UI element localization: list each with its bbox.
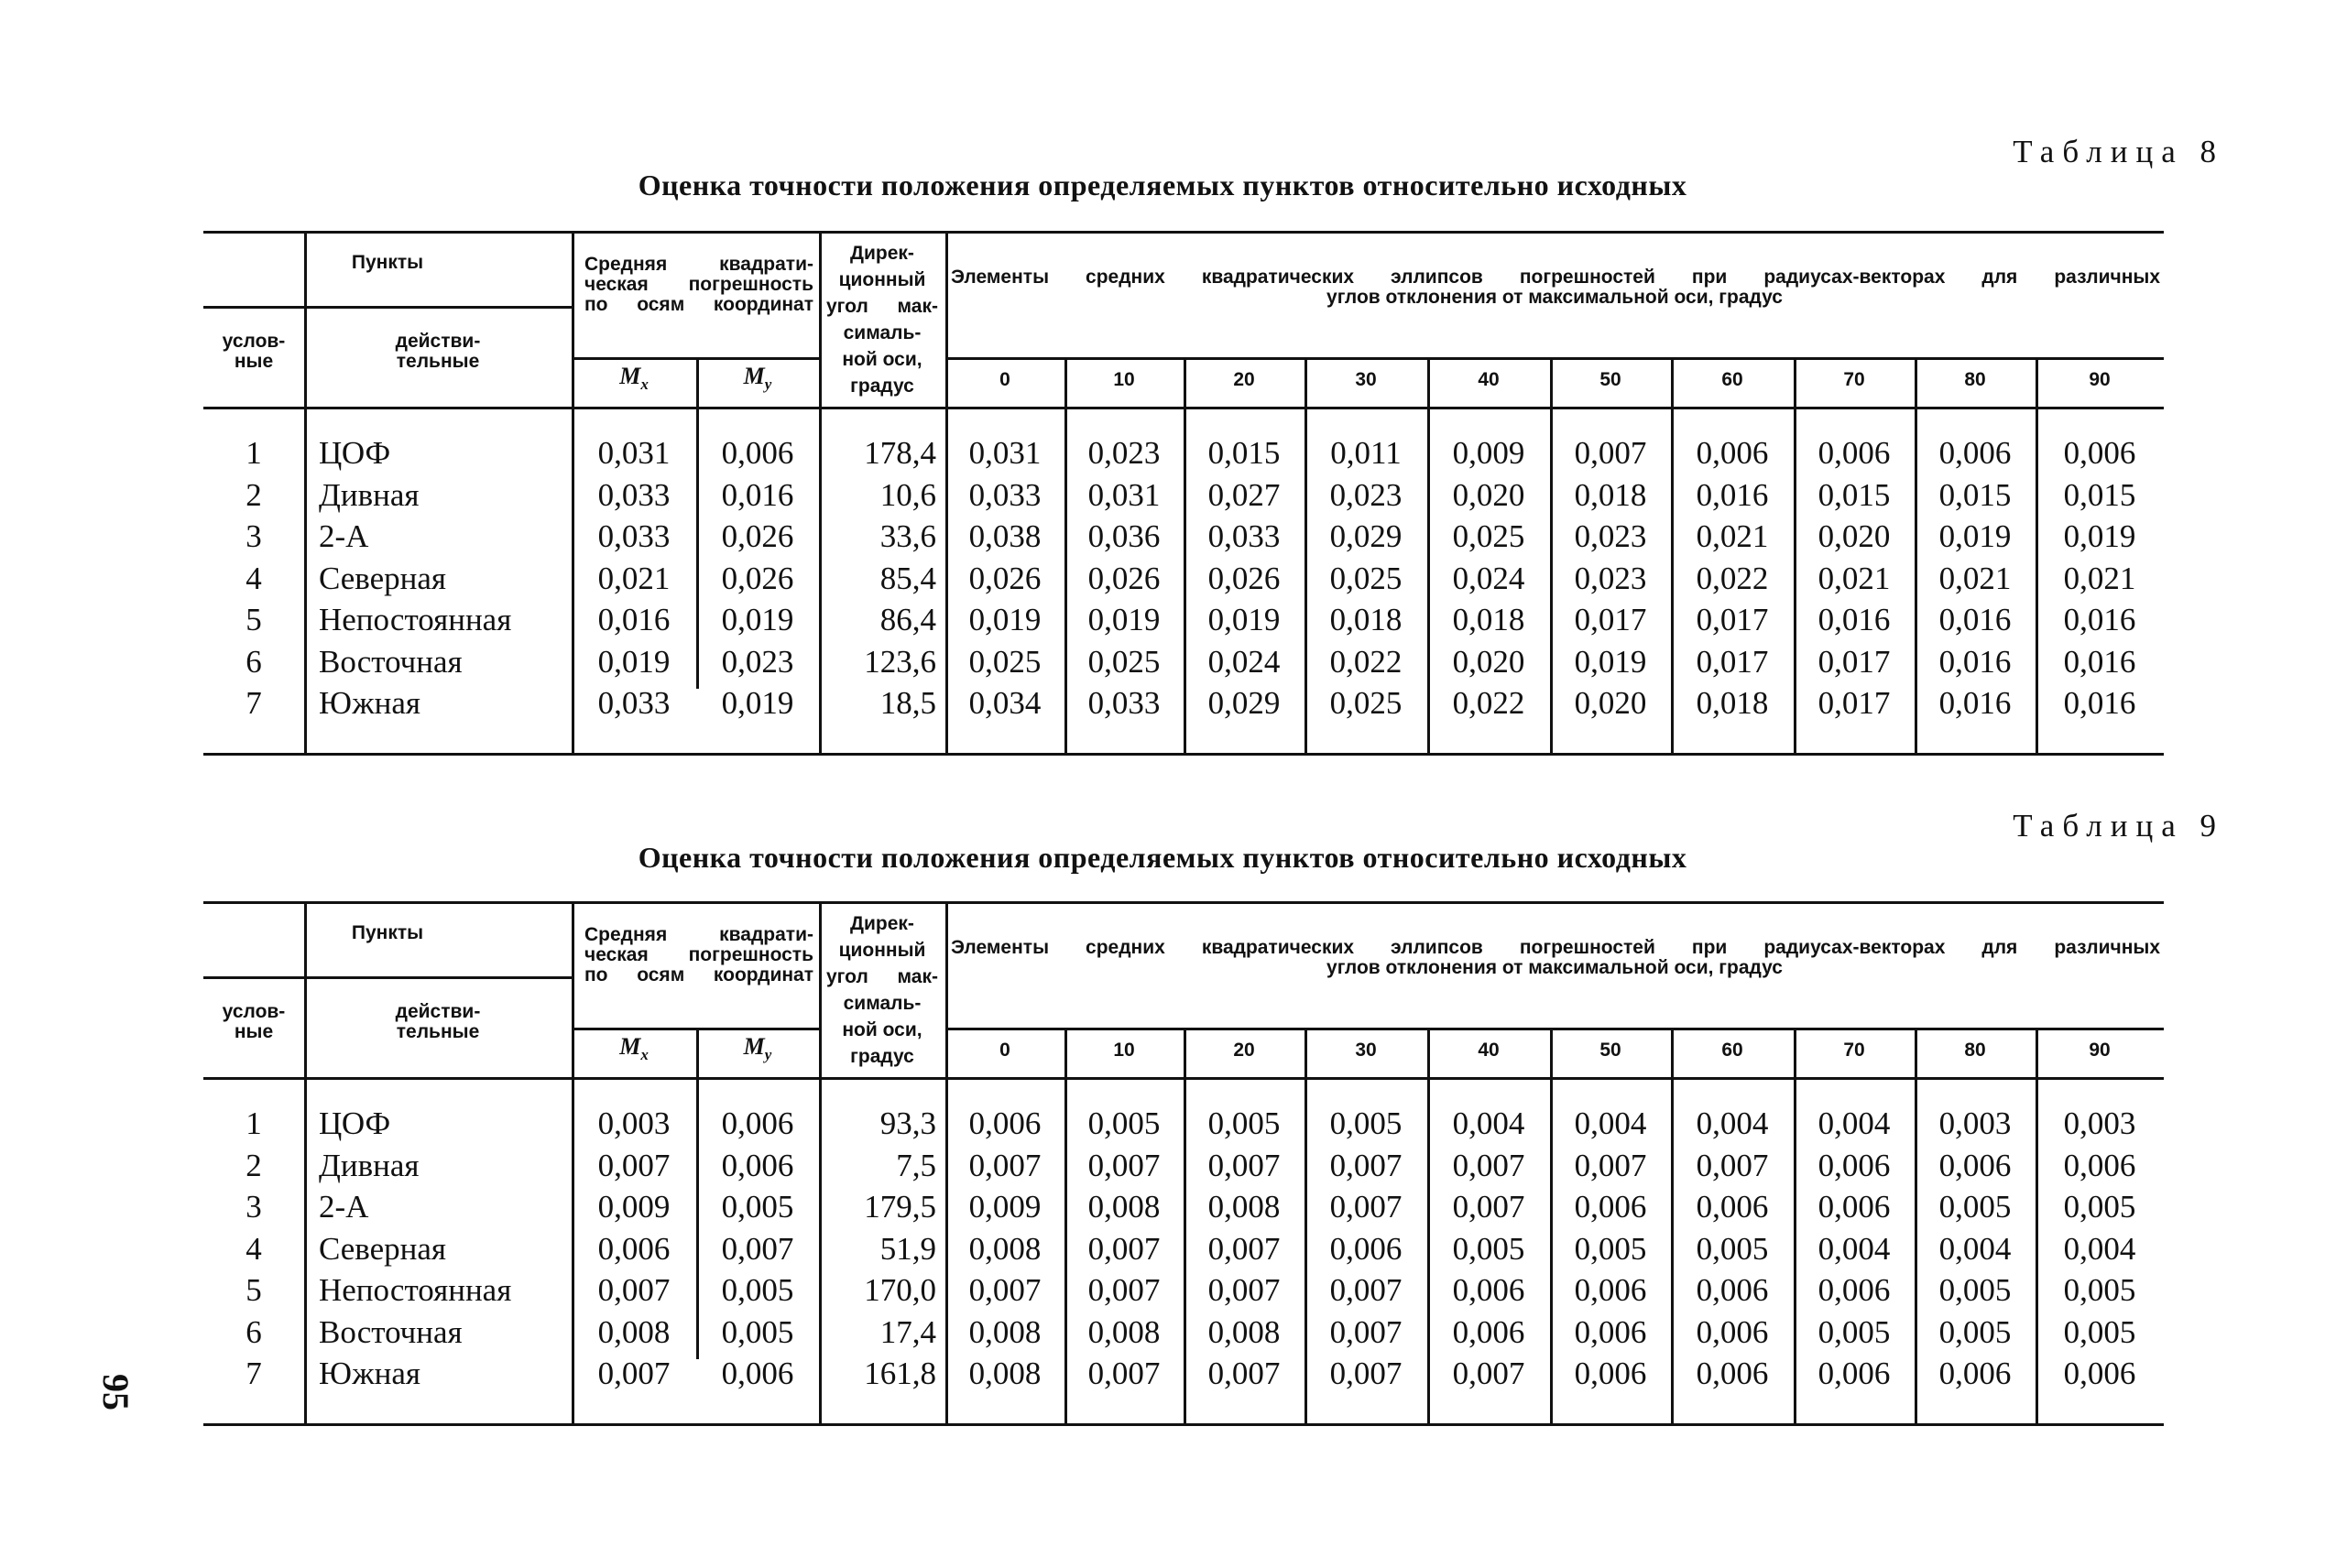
header-my-subscript: y bbox=[764, 376, 772, 394]
row-number: 7 bbox=[246, 1356, 262, 1391]
header-direction-angle-6: градус bbox=[850, 1046, 914, 1067]
direction-angle: 179,5 bbox=[864, 1189, 936, 1225]
page-number: 95 bbox=[95, 1374, 136, 1410]
ellipse-value: 0,033 bbox=[1207, 518, 1281, 554]
ellipse-value: 0,020 bbox=[1574, 685, 1647, 721]
ellipse-value: 0,007 bbox=[1329, 1189, 1403, 1225]
ellipse-value: 0,038 bbox=[968, 518, 1042, 554]
ellipse-value: 0,023 bbox=[1574, 518, 1647, 554]
header-mx-letter: M bbox=[619, 1033, 641, 1060]
header-my bbox=[696, 363, 819, 395]
ellipse-value: 0,025 bbox=[1329, 685, 1403, 721]
mx-value: 0,016 bbox=[597, 602, 671, 637]
ellipse-value: 0,026 bbox=[1207, 560, 1281, 596]
header-angle-60: 60 bbox=[1721, 369, 1743, 390]
my-value: 0,006 bbox=[721, 435, 794, 471]
table-rule bbox=[203, 753, 2164, 756]
header-mx-subscript: x bbox=[640, 1046, 649, 1064]
ellipse-value: 0,019 bbox=[1087, 602, 1161, 637]
table-rule bbox=[203, 901, 2164, 904]
row-number: 4 bbox=[246, 1230, 262, 1267]
ellipse-value: 0,018 bbox=[1452, 602, 1525, 637]
my-value: 0,007 bbox=[721, 1230, 794, 1267]
header-conditional-l2: ные bbox=[234, 351, 274, 372]
ellipse-value: 0,006 bbox=[2063, 1356, 2136, 1391]
header-angle-80: 80 bbox=[1964, 369, 1986, 390]
ellipse-value: 0,025 bbox=[1452, 518, 1525, 554]
header-mx-letter: M bbox=[619, 363, 641, 389]
ellipse-value: 0,021 bbox=[1938, 560, 2012, 596]
ellipse-value: 0,017 bbox=[1696, 602, 1769, 637]
point-name: Дивная bbox=[319, 1147, 420, 1183]
row-number: 6 bbox=[246, 643, 262, 680]
point-name: ЦОФ bbox=[319, 1105, 391, 1141]
ellipse-value: 0,006 bbox=[1574, 1189, 1647, 1225]
ellipse-value: 0,016 bbox=[1938, 602, 2012, 637]
my-value: 0,005 bbox=[721, 1272, 794, 1308]
ellipse-value: 0,022 bbox=[1696, 560, 1769, 596]
header-direction-angle-4: сималь- bbox=[843, 993, 922, 1014]
mx-value: 0,033 bbox=[597, 476, 671, 513]
ellipse-value: 0,016 bbox=[2063, 643, 2136, 680]
ellipse-value: 0,007 bbox=[1087, 1272, 1161, 1308]
ellipse-value: 0,006 bbox=[1938, 435, 2012, 471]
ellipse-value: 0,018 bbox=[1329, 602, 1403, 637]
ellipse-value: 0,005 bbox=[2063, 1313, 2136, 1350]
ellipse-value: 0,024 bbox=[1452, 560, 1525, 596]
header-direction-angle-1: Дирек- bbox=[850, 913, 914, 934]
ellipse-value: 0,029 bbox=[1207, 685, 1281, 721]
table-rule bbox=[572, 1028, 819, 1030]
header-direction-angle-5: ной оси, bbox=[842, 1019, 922, 1040]
mx-value: 0,007 bbox=[597, 1272, 671, 1308]
accuracy-table bbox=[203, 901, 2164, 1426]
header-actual-l1: действи- bbox=[395, 331, 481, 352]
ellipse-value: 0,020 bbox=[1452, 643, 1525, 680]
mx-value: 0,008 bbox=[597, 1313, 671, 1350]
header-direction-angle-2: ционный bbox=[838, 269, 926, 290]
header-rms-l1: Средняя квадрати- bbox=[584, 254, 813, 275]
ellipse-value: 0,006 bbox=[1696, 1313, 1769, 1350]
ellipse-value: 0,005 bbox=[1938, 1189, 2012, 1225]
ellipse-value: 0,017 bbox=[1817, 685, 1891, 721]
ellipse-value: 0,021 bbox=[2063, 560, 2136, 596]
table-rule bbox=[945, 357, 2164, 360]
ellipse-value: 0,016 bbox=[1938, 643, 2012, 680]
header-angle-30: 30 bbox=[1355, 369, 1377, 390]
point-name: 2-А bbox=[319, 518, 369, 554]
ellipse-value: 0,029 bbox=[1329, 518, 1403, 554]
ellipse-value: 0,019 bbox=[1938, 518, 2012, 554]
ellipse-value: 0,026 bbox=[1087, 560, 1161, 596]
ellipse-value: 0,003 bbox=[2063, 1105, 2136, 1141]
header-direction-angle-1: Дирек- bbox=[850, 243, 914, 264]
ellipse-value: 0,007 bbox=[1207, 1272, 1281, 1308]
header-rms-l3: по осям координат bbox=[584, 964, 813, 985]
direction-angle: 51,9 bbox=[879, 1230, 936, 1267]
ellipse-value: 0,007 bbox=[1574, 1147, 1647, 1183]
header-angle-0: 0 bbox=[999, 369, 1010, 390]
point-name: Дивная bbox=[319, 476, 420, 513]
direction-angle: 7,5 bbox=[896, 1147, 936, 1183]
ellipse-value: 0,007 bbox=[968, 1147, 1042, 1183]
ellipse-value: 0,007 bbox=[1452, 1189, 1525, 1225]
ellipse-value: 0,024 bbox=[1207, 643, 1281, 680]
header-ellipse-l1: Элементы средних квадратических эллипсов погрешностей при радиусах-векторах для различных bbox=[951, 267, 2160, 288]
header-conditional-l1: услов- bbox=[222, 1001, 286, 1022]
header-mx-subscript: x bbox=[640, 376, 649, 394]
ellipse-value: 0,006 bbox=[1817, 1356, 1891, 1391]
header-angle-90: 90 bbox=[2089, 1040, 2111, 1061]
mx-value: 0,021 bbox=[597, 560, 671, 596]
header-conditional-l1: услов- bbox=[222, 331, 286, 352]
ellipse-value: 0,034 bbox=[968, 685, 1042, 721]
header-direction-angle-3: угол мак- bbox=[826, 296, 938, 317]
header-angle-10: 10 bbox=[1113, 369, 1135, 390]
table-title: Оценка точности положения определяемых пунктов относительно исходных bbox=[638, 169, 1687, 201]
mx-value: 0,006 bbox=[597, 1230, 671, 1267]
ellipse-value: 0,007 bbox=[1087, 1230, 1161, 1267]
ellipse-value: 0,005 bbox=[1087, 1105, 1161, 1141]
table-rule bbox=[945, 1028, 2164, 1030]
row-number: 4 bbox=[246, 560, 262, 596]
ellipse-value: 0,008 bbox=[968, 1230, 1042, 1267]
row-number: 6 bbox=[246, 1313, 262, 1350]
header-my-letter: M bbox=[743, 363, 765, 389]
header-direction-angle-5: ной оси, bbox=[842, 349, 922, 370]
ellipse-value: 0,006 bbox=[2063, 1147, 2136, 1183]
ellipse-value: 0,020 bbox=[1817, 518, 1891, 554]
ellipse-value: 0,006 bbox=[1574, 1313, 1647, 1350]
ellipse-value: 0,005 bbox=[2063, 1189, 2136, 1225]
header-angle-70: 70 bbox=[1843, 369, 1865, 390]
ellipse-value: 0,006 bbox=[1938, 1147, 2012, 1183]
ellipse-value: 0,007 bbox=[1329, 1313, 1403, 1350]
ellipse-value: 0,006 bbox=[1938, 1356, 2012, 1391]
ellipse-value: 0,016 bbox=[1817, 602, 1891, 637]
ellipse-value: 0,015 bbox=[2063, 476, 2136, 513]
ellipse-value: 0,005 bbox=[1574, 1230, 1647, 1267]
ellipse-value: 0,018 bbox=[1696, 685, 1769, 721]
ellipse-value: 0,007 bbox=[1207, 1147, 1281, 1183]
ellipse-value: 0,036 bbox=[1087, 518, 1161, 554]
ellipse-value: 0,005 bbox=[1938, 1272, 2012, 1308]
header-angle-60: 60 bbox=[1721, 1040, 1743, 1061]
ellipse-value: 0,017 bbox=[1574, 602, 1647, 637]
header-rms-l3: по осям координат bbox=[584, 294, 813, 315]
ellipse-value: 0,022 bbox=[1329, 643, 1403, 680]
table-title: Оценка точности положения определяемых пунктов относительно исходных bbox=[638, 841, 1687, 874]
point-name: Восточная bbox=[319, 1313, 463, 1350]
ellipse-value: 0,023 bbox=[1574, 560, 1647, 596]
header-rms-l2: ческая погрешность bbox=[584, 944, 813, 965]
ellipse-value: 0,018 bbox=[1574, 476, 1647, 513]
ellipse-value: 0,004 bbox=[1696, 1105, 1769, 1141]
header-angle-70: 70 bbox=[1843, 1040, 1865, 1061]
ellipse-value: 0,016 bbox=[1696, 476, 1769, 513]
header-angle-40: 40 bbox=[1478, 1040, 1500, 1061]
ellipse-value: 0,016 bbox=[2063, 685, 2136, 721]
ellipse-value: 0,006 bbox=[1574, 1356, 1647, 1391]
ellipse-value: 0,020 bbox=[1452, 476, 1525, 513]
row-number: 3 bbox=[246, 518, 262, 554]
header-angle-30: 30 bbox=[1355, 1040, 1377, 1061]
direction-angle: 85,4 bbox=[879, 560, 936, 596]
header-ellipse-l1: Элементы средних квадратических эллипсов погрешностей при радиусах-векторах для различных bbox=[951, 937, 2160, 958]
row-number: 2 bbox=[246, 1147, 262, 1183]
header-actual-l2: тельные bbox=[396, 351, 480, 372]
header-ellipse-l2: углов отклонения от максимальной оси, градус bbox=[1326, 287, 1783, 308]
header-my-letter: M bbox=[743, 1033, 765, 1060]
ellipse-value: 0,019 bbox=[968, 602, 1042, 637]
table-rule bbox=[572, 357, 819, 360]
point-name: 2-А bbox=[319, 1189, 369, 1225]
ellipse-value: 0,007 bbox=[1087, 1147, 1161, 1183]
ellipse-value: 0,009 bbox=[1452, 435, 1525, 471]
ellipse-value: 0,008 bbox=[1207, 1189, 1281, 1225]
ellipse-value: 0,008 bbox=[1087, 1189, 1161, 1225]
ellipse-value: 0,006 bbox=[968, 1105, 1042, 1141]
ellipse-value: 0,023 bbox=[1329, 476, 1403, 513]
ellipse-value: 0,015 bbox=[1207, 435, 1281, 471]
table-divider bbox=[304, 901, 307, 1423]
header-angle-90: 90 bbox=[2089, 369, 2111, 390]
header-angle-0: 0 bbox=[999, 1040, 1010, 1061]
header-angle-20: 20 bbox=[1233, 369, 1255, 390]
table-label: Таблица 8 bbox=[2013, 134, 2224, 169]
header-direction-angle-2: ционный bbox=[838, 940, 926, 961]
ellipse-value: 0,009 bbox=[968, 1189, 1042, 1225]
direction-angle: 86,4 bbox=[879, 602, 936, 637]
ellipse-value: 0,019 bbox=[1574, 643, 1647, 680]
ellipse-value: 0,005 bbox=[1817, 1313, 1891, 1350]
ellipse-value: 0,006 bbox=[1452, 1313, 1525, 1350]
table-rule bbox=[203, 1423, 2164, 1426]
header-points: Пункты bbox=[351, 922, 424, 943]
my-value: 0,019 bbox=[721, 602, 794, 637]
row-number: 5 bbox=[246, 602, 262, 637]
ellipse-value: 0,015 bbox=[1817, 476, 1891, 513]
header-points: Пункты bbox=[351, 252, 424, 273]
ellipse-value: 0,008 bbox=[968, 1356, 1042, 1391]
ellipse-value: 0,003 bbox=[1938, 1105, 2012, 1141]
row-number: 3 bbox=[246, 1189, 262, 1225]
header-angle-50: 50 bbox=[1599, 369, 1621, 390]
mx-value: 0,007 bbox=[597, 1356, 671, 1391]
ellipse-value: 0,022 bbox=[1452, 685, 1525, 721]
ellipse-value: 0,011 bbox=[1330, 435, 1402, 471]
mx-value: 0,003 bbox=[597, 1105, 671, 1141]
point-name: Южная bbox=[319, 1356, 420, 1391]
my-value: 0,005 bbox=[721, 1313, 794, 1350]
ellipse-value: 0,007 bbox=[1207, 1230, 1281, 1267]
ellipse-value: 0,007 bbox=[968, 1272, 1042, 1308]
my-value: 0,026 bbox=[721, 518, 794, 554]
ellipse-value: 0,004 bbox=[1452, 1105, 1525, 1141]
ellipse-value: 0,026 bbox=[968, 560, 1042, 596]
ellipse-value: 0,017 bbox=[1817, 643, 1891, 680]
mx-value: 0,009 bbox=[597, 1189, 671, 1225]
my-value: 0,006 bbox=[721, 1105, 794, 1141]
ellipse-value: 0,007 bbox=[1574, 435, 1647, 471]
ellipse-value: 0,031 bbox=[1087, 476, 1161, 513]
header-direction-angle-4: сималь- bbox=[843, 322, 922, 343]
mx-value: 0,033 bbox=[597, 518, 671, 554]
ellipse-value: 0,007 bbox=[1329, 1147, 1403, 1183]
direction-angle: 178,4 bbox=[864, 435, 936, 471]
point-name: ЦОФ bbox=[319, 435, 391, 471]
header-my bbox=[696, 1033, 819, 1065]
direction-angle: 10,6 bbox=[879, 476, 936, 513]
ellipse-value: 0,006 bbox=[1696, 1189, 1769, 1225]
ellipse-value: 0,021 bbox=[1817, 560, 1891, 596]
point-name: Южная bbox=[319, 685, 420, 721]
ellipse-value: 0,008 bbox=[968, 1313, 1042, 1350]
ellipse-value: 0,006 bbox=[1817, 435, 1891, 471]
ellipse-value: 0,007 bbox=[1329, 1356, 1403, 1391]
ellipse-value: 0,007 bbox=[1087, 1356, 1161, 1391]
table-divider bbox=[304, 231, 307, 753]
header-direction-angle-3: угол мак- bbox=[826, 966, 938, 987]
ellipse-value: 0,021 bbox=[1696, 518, 1769, 554]
ellipse-value: 0,004 bbox=[2063, 1230, 2136, 1267]
ellipse-value: 0,006 bbox=[1696, 1356, 1769, 1391]
ellipse-value: 0,007 bbox=[1207, 1356, 1281, 1391]
row-number: 1 bbox=[246, 435, 262, 471]
header-ellipse-l2: углов отклонения от максимальной оси, градус bbox=[1326, 957, 1783, 978]
ellipse-value: 0,006 bbox=[1329, 1230, 1403, 1267]
ellipse-value: 0,006 bbox=[1817, 1147, 1891, 1183]
point-name: Северная bbox=[319, 1230, 447, 1267]
ellipse-value: 0,008 bbox=[1087, 1313, 1161, 1350]
ellipse-value: 0,004 bbox=[1817, 1230, 1891, 1267]
point-name: Непостоянная bbox=[319, 602, 512, 637]
point-name: Восточная bbox=[319, 643, 463, 680]
table-rule bbox=[203, 231, 2164, 234]
my-value: 0,016 bbox=[721, 476, 794, 513]
table-rule bbox=[203, 306, 572, 309]
ellipse-value: 0,033 bbox=[1087, 685, 1161, 721]
ellipse-value: 0,006 bbox=[2063, 435, 2136, 471]
header-my-subscript: y bbox=[764, 1046, 772, 1064]
header-mx bbox=[572, 363, 696, 395]
row-number: 7 bbox=[246, 685, 262, 721]
row-number: 5 bbox=[246, 1272, 262, 1308]
ellipse-value: 0,005 bbox=[1938, 1313, 2012, 1350]
ellipse-value: 0,019 bbox=[2063, 518, 2136, 554]
header-mx bbox=[572, 1033, 696, 1065]
header-angle-10: 10 bbox=[1113, 1040, 1135, 1061]
header-conditional-l2: ные bbox=[234, 1021, 274, 1042]
ellipse-value: 0,005 bbox=[2063, 1272, 2136, 1308]
mx-value: 0,007 bbox=[597, 1147, 671, 1183]
ellipse-value: 0,007 bbox=[1452, 1147, 1525, 1183]
ellipse-value: 0,007 bbox=[1329, 1272, 1403, 1308]
mx-value: 0,031 bbox=[597, 435, 671, 471]
ellipse-value: 0,004 bbox=[1574, 1105, 1647, 1141]
direction-angle: 161,8 bbox=[864, 1356, 936, 1391]
ellipse-value: 0,004 bbox=[1817, 1105, 1891, 1141]
my-value: 0,006 bbox=[721, 1356, 794, 1391]
ellipse-value: 0,007 bbox=[1452, 1356, 1525, 1391]
direction-angle: 17,4 bbox=[879, 1313, 936, 1350]
direction-angle: 33,6 bbox=[879, 518, 936, 554]
header-actual-l1: действи- bbox=[395, 1001, 481, 1022]
mx-value: 0,033 bbox=[597, 685, 671, 721]
my-value: 0,023 bbox=[721, 643, 794, 680]
accuracy-table bbox=[203, 231, 2164, 756]
ellipse-value: 0,004 bbox=[1938, 1230, 2012, 1267]
ellipse-value: 0,007 bbox=[1696, 1147, 1769, 1183]
row-number: 1 bbox=[246, 1105, 262, 1141]
point-name: Непостоянная bbox=[319, 1272, 512, 1308]
header-angle-50: 50 bbox=[1599, 1040, 1621, 1061]
ellipse-value: 0,015 bbox=[1938, 476, 2012, 513]
direction-angle: 93,3 bbox=[879, 1105, 936, 1141]
point-name: Северная bbox=[319, 560, 447, 596]
direction-angle: 18,5 bbox=[879, 685, 936, 721]
table-rule bbox=[203, 976, 572, 979]
my-value: 0,026 bbox=[721, 560, 794, 596]
ellipse-value: 0,006 bbox=[1817, 1189, 1891, 1225]
ellipse-value: 0,027 bbox=[1207, 476, 1281, 513]
ellipse-value: 0,006 bbox=[1574, 1272, 1647, 1308]
header-rms-l1: Средняя квадрати- bbox=[584, 924, 813, 945]
my-value: 0,019 bbox=[721, 685, 794, 721]
ellipse-value: 0,008 bbox=[1207, 1313, 1281, 1350]
row-number: 2 bbox=[246, 476, 262, 513]
ellipse-value: 0,025 bbox=[968, 643, 1042, 680]
mx-value: 0,019 bbox=[597, 643, 671, 680]
ellipse-value: 0,016 bbox=[1938, 685, 2012, 721]
ellipse-value: 0,006 bbox=[1817, 1272, 1891, 1308]
ellipse-value: 0,033 bbox=[968, 476, 1042, 513]
header-rms-l2: ческая погрешность bbox=[584, 274, 813, 295]
header-angle-20: 20 bbox=[1233, 1040, 1255, 1061]
ellipse-value: 0,025 bbox=[1087, 643, 1161, 680]
ellipse-value: 0,023 bbox=[1087, 435, 1161, 471]
ellipse-value: 0,006 bbox=[1696, 1272, 1769, 1308]
header-angle-80: 80 bbox=[1964, 1040, 1986, 1061]
ellipse-value: 0,006 bbox=[1452, 1272, 1525, 1308]
table-label: Таблица 9 bbox=[2013, 808, 2224, 844]
ellipse-value: 0,016 bbox=[2063, 602, 2136, 637]
ellipse-value: 0,025 bbox=[1329, 560, 1403, 596]
ellipse-value: 0,017 bbox=[1696, 643, 1769, 680]
ellipse-value: 0,005 bbox=[1696, 1230, 1769, 1267]
ellipse-value: 0,031 bbox=[968, 435, 1042, 471]
header-angle-40: 40 bbox=[1478, 369, 1500, 390]
ellipse-value: 0,005 bbox=[1452, 1230, 1525, 1267]
ellipse-value: 0,006 bbox=[1696, 435, 1769, 471]
header-actual-l2: тельные bbox=[396, 1021, 480, 1042]
my-value: 0,005 bbox=[721, 1189, 794, 1225]
my-value: 0,006 bbox=[721, 1147, 794, 1183]
ellipse-value: 0,019 bbox=[1207, 602, 1281, 637]
direction-angle: 170,0 bbox=[864, 1272, 936, 1308]
header-direction-angle-6: градус bbox=[850, 376, 914, 397]
direction-angle: 123,6 bbox=[864, 643, 936, 680]
ellipse-value: 0,005 bbox=[1207, 1105, 1281, 1141]
ellipse-value: 0,005 bbox=[1329, 1105, 1403, 1141]
